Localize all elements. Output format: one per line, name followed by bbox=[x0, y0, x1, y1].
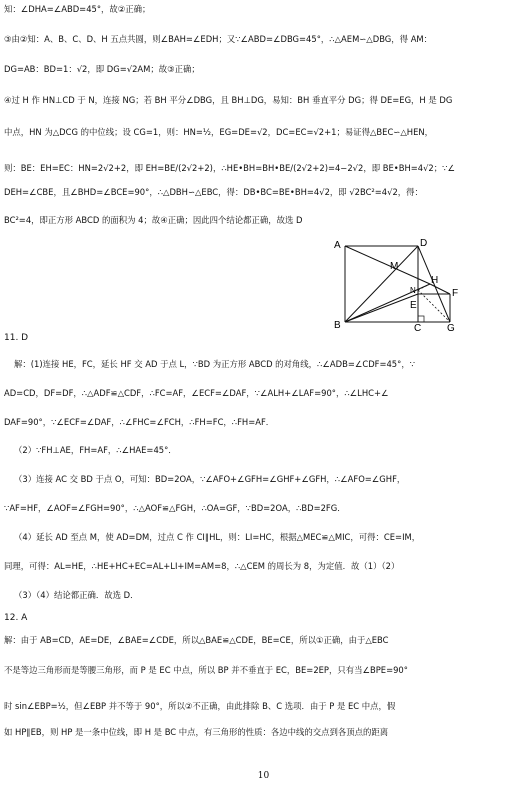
text-line: 不是等边三角形而是等腰三角形，而 P 是 EC 中点，所以 BP 并不垂直于 EC，BE=2EP，只有当∠BPE=90° bbox=[4, 665, 408, 675]
label-a: A bbox=[334, 240, 341, 251]
answer-heading: 12. A bbox=[4, 613, 28, 623]
label-c: C bbox=[414, 323, 422, 331]
text-line: ∵AF=HF，∠AOF=∠FGH=90°，∴△AOF≌△FGH，∴OA=GF，∵BD=2OA，∴BD=2FG． bbox=[4, 503, 346, 513]
text-line: BC²=4，即正方形 ABCD 的面积为 4；故④正确；因此四个结论都正确，故选 D bbox=[4, 215, 303, 225]
text-line: 解：由于 AB=CD，AE=DE，∠BAE=∠CDE，所以△BAE≌△CDE，BE=CE，所以①正确，由于△EBC bbox=[4, 635, 389, 645]
right-angle-mark bbox=[418, 316, 424, 322]
text-line: ③由②知：A、B、C、D、H 五点共圆，则∠BAH=∠EDH；又∵∠ABD=∠DBG=45°，∴△AEM∽△DBG，得 AM： bbox=[4, 34, 433, 44]
segment-be bbox=[345, 294, 418, 322]
geometry-figure bbox=[330, 236, 470, 331]
label-g: G bbox=[447, 323, 455, 331]
label-d: D bbox=[420, 238, 428, 249]
text-line: AD=CD，DF=DF，∴△ADF≌△CDF，∴FC=AF，∠ECF=∠DAF，∵∠ALH+∠LAF=90°，∴∠LHC+∠ bbox=[4, 388, 389, 398]
label-e: E bbox=[410, 300, 417, 311]
label-b: B bbox=[334, 320, 341, 331]
segment-ng bbox=[418, 290, 450, 322]
label-m: M bbox=[390, 261, 399, 272]
text-line: （3）连接 AC 交 BD 于点 O，可知：BD=2OA，∵∠AFO+∠GFH=∠GHF+∠GFH，∴∠AFO=∠GHF， bbox=[14, 474, 406, 484]
label-f: F bbox=[452, 288, 459, 299]
label-n: N bbox=[410, 286, 416, 295]
text-line: DAF=90°，∵∠ECF=∠DAF，∴∠FHC=∠FCH，∴FH=FC，∴FH=AF． bbox=[4, 417, 275, 427]
text-line: 如 HP∥EB，则 HP 是一条中位线，即 H 是 BC 中点，有三角形的性质：各边中线的交点到各顶点的距离 bbox=[4, 727, 389, 737]
text-line: （4）延长 AD 至点 M，使 AD=DM，过点 C 作 CI∥HL，则：LI=HC，根据△MEC≌△MIC，可得：CE=IM， bbox=[14, 532, 421, 542]
page-number: 10 bbox=[257, 771, 270, 781]
text-line: 时 sin∠EBP=½，但∠EBP 并不等于 90°，所以②不正确，由此排除 B、C 选项．由于 P 是 EC 中点，假 bbox=[4, 701, 396, 711]
text-line: ④过 H 作 HN⊥CD 于 N，连接 NG；若 BH 平分∠DBG，且 BH⊥DG，易知：BH 垂直平分 DG；得 DE=EG，H 是 DG bbox=[4, 95, 453, 105]
text-line: 同理，可得：AL=HE，∴HE+HC+EC=AL+LI+IM=AM=8，∴△CEM 的周长为 8，为定值．故（1）（2） bbox=[4, 561, 400, 571]
text-line: 知：∠DHA=∠ABD=45°，故②正确； bbox=[4, 4, 151, 14]
segment-bd bbox=[345, 246, 418, 322]
text-line: 则：BE：EH=EC：HN=2√2+2，即 EH=BE/(2√2+2)，∴HE•BH=BH•BE/(2√2+2)=4−2√2，即 BE•BH=4√2；∵∠ bbox=[4, 163, 455, 173]
label-h: H bbox=[431, 275, 439, 286]
text-line: 中点，HN 为△DCG 的中位线；设 CG=1，则：HN=½，EG=DE=√2，DC=EC=√2+1；易证得△BEC∽△HEN， bbox=[4, 127, 433, 137]
text-line: DG=AB：BD=1：√2，即 DG=√2AM；故③正确； bbox=[4, 64, 200, 74]
segment-bh bbox=[345, 284, 430, 322]
text-line: （3）（4）结论都正确．故选 D． bbox=[14, 590, 139, 600]
text-line: 解：(1)连接 HE，FC，延长 HF 交 AD 于点 L，∵BD 为正方形 ABCD 的对角线，∴∠ADB=∠CDF=45°，∵ bbox=[14, 359, 416, 369]
answer-heading: 11. D bbox=[4, 333, 29, 343]
text-line: （2）∵FH⊥AE，FH=AF，∴∠HAE=45°． bbox=[14, 445, 177, 455]
text-line: DEH=∠CBE，且∠BHD=∠BCE=90°，∴△DBH∽△EBC，得：DB•BC=BE•BH=4√2，即 √2BC²=4√2，得： bbox=[4, 187, 423, 197]
